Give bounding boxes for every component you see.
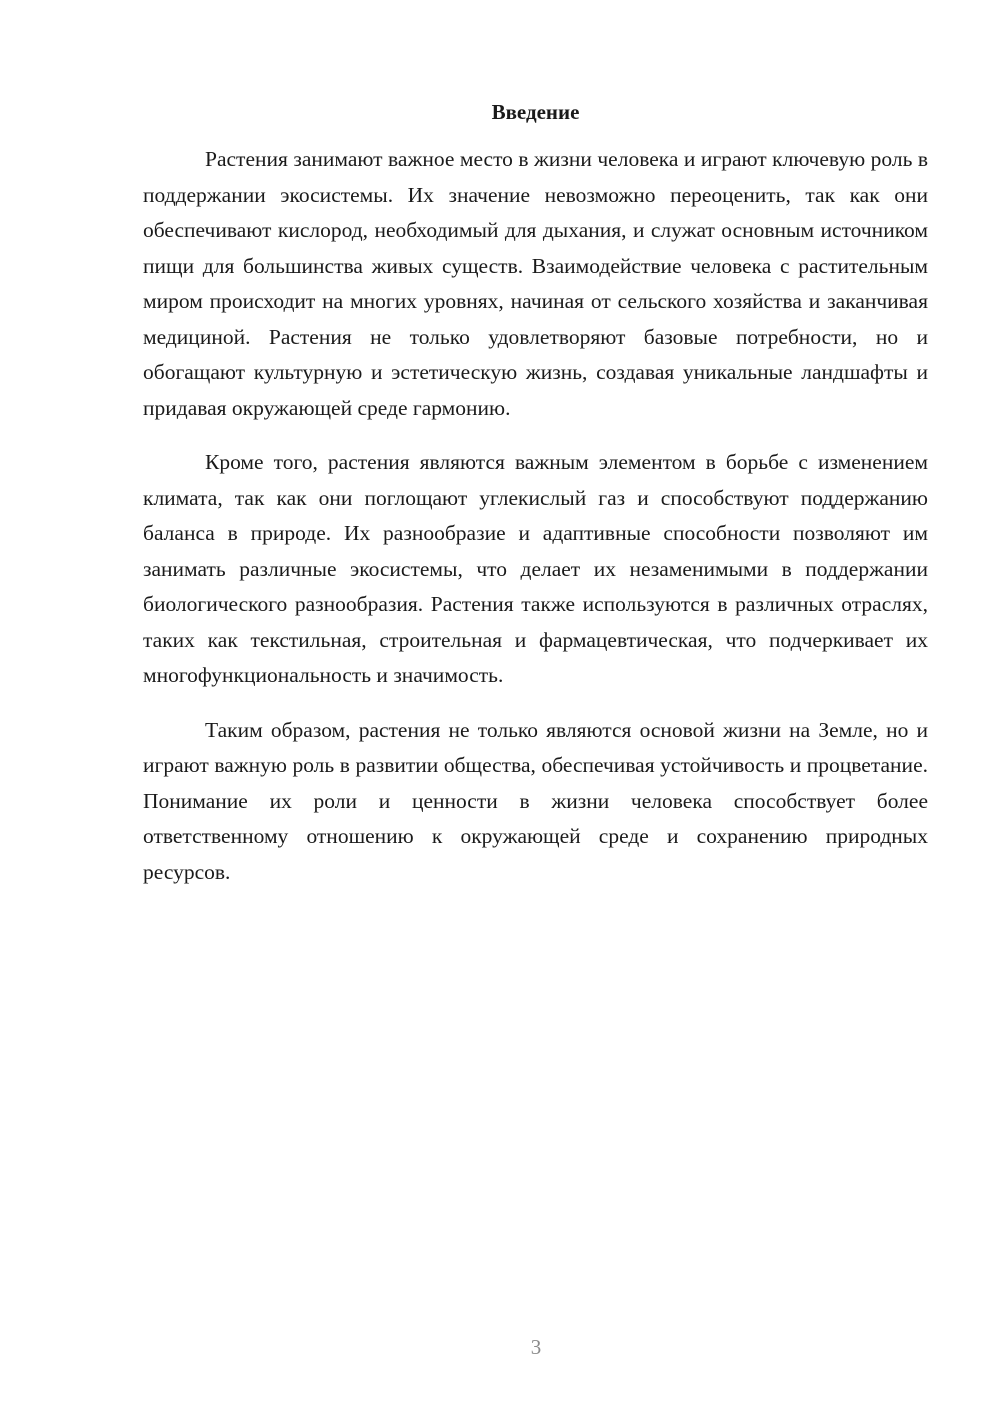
paragraph-3: Таким образом, растения не только являются основой жизни на Земле, но и играют важную роль в развитии общества, обеспечивая устойчивость и процветание. Понимание их роли и ценности в жизни человека способствует более ответственному отношению к окружающей среде и сохранению природных ресурсов. — [143, 717, 928, 884]
paragraph-2: Кроме того, растения являются важным элементом в борьбе с изменением климата, так как они поглощают углекислый газ и способствуют поддержанию баланса в природе. Их разнообразие и адаптивные способности позволяют им занимать различные экосистемы, что делает их незаменимыми в поддержании биологического разнообразия. Растения также используются в различных отраслях, таких как текстильная, строительная и фармацевтическая, что подчеркивает их многофункциональность и значимость. — [143, 450, 928, 687]
page-number: 3 — [530, 1335, 542, 1359]
paragraph-1: Растения занимают важное место в жизни человека и играют ключевую роль в поддержании экосистемы. Их значение невозможно переоценить, так как они обеспечивают кислород, необходимый для дыхания, и служат основным источником пищи для большинства живых существ. Взаимодействие человека с растительным миром происходит на многих уровнях, начиная от сельского хозяйства и заканчивая медициной. Растения не только удовлетворяют базовые потребности, но и обогащают культурную и эстетическую жизнь, создавая уникальные ландшафты и придавая окружающей среде гармонию. — [143, 147, 928, 420]
body-text — [143, 142, 928, 890]
page-title: Введение — [491, 100, 580, 124]
